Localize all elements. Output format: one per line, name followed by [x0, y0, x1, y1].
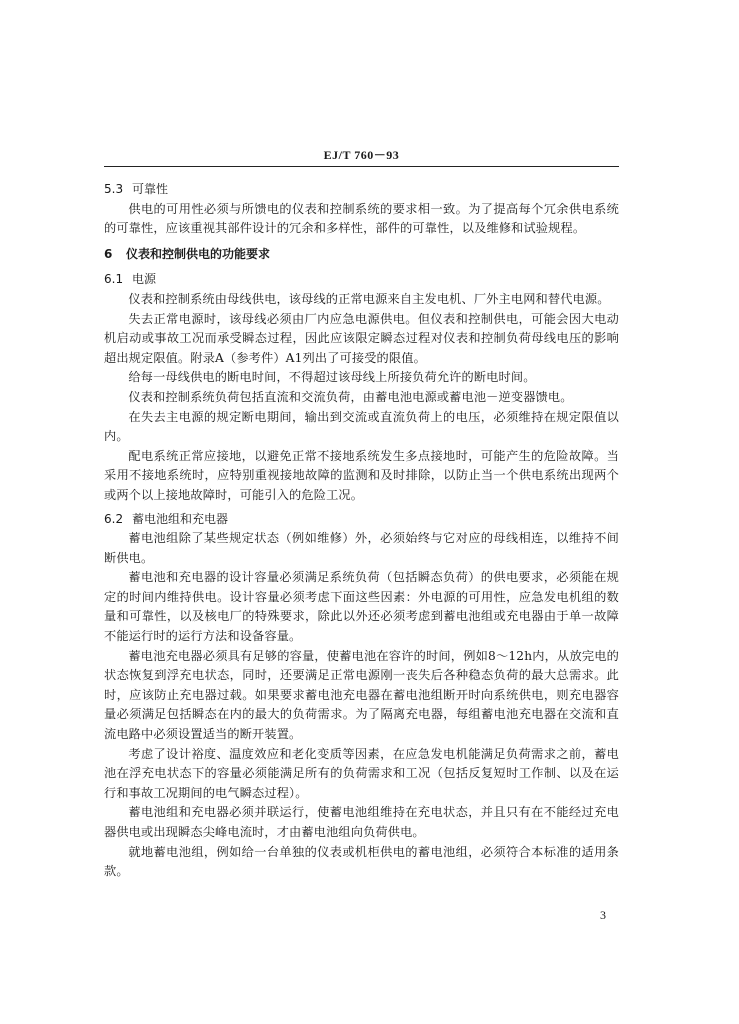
paragraph: 配电系统正常应接地，以避免正常不接地系统发生多点接地时，可能产生的危险故障。当采用不接地系统时，应特别重视接地故障的监测和及时排除，以防止当一个供电系统出现两个或两个以上接地故障时，可能引入的危险工况。 — [104, 448, 619, 502]
paragraph: 仪表和控制系统负荷包括直流和交流负荷，由蓄电池电源或蓄电池－逆变器馈电。 — [128, 389, 573, 404]
paragraph: 供电的可用性必须与所馈电的仪表和控制系统的要求相一致。为了提高每个冗余供电系统的可靠性，应该重视其部件设计的冗余和多样性，部件的可靠性，以及维修和试验规程。 — [104, 201, 619, 236]
paragraph: 蓄电池组和充电器必须并联运行，使蓄电池组维持在充电状态，并且只有在不能经过充电器供电或出现瞬态尖峰电流时，才由蓄电池组向负荷供电。 — [104, 805, 619, 839]
section-heading — [104, 180, 619, 200]
paragraph: 蓄电池组除了某些规定状态（例如维修）外，必须始终与它对应的母线相连，以维持不间断供电。 — [104, 531, 619, 565]
paragraph: 在失去主电源的规定断电期间，输出到交流或直流负荷上的电压，必须维持在规定限值以内。 — [104, 409, 619, 444]
section-number: 6.2 — [104, 511, 124, 526]
page-number: 3 — [600, 908, 606, 922]
paragraph: 就地蓄电池组，例如给一台单独的仪表或机柜供电的蓄电池组，必须符合本标准的适用条款。 — [104, 844, 619, 879]
chapter-title: 仪表和控制供电的功能要求 — [126, 246, 271, 261]
section-6-1 — [104, 270, 619, 505]
section-title: 可靠性 — [132, 182, 169, 196]
section-6-2 — [104, 510, 619, 882]
standard-code-header: EJ/T 760－93 — [323, 148, 400, 162]
paragraph: 失去正常电源时，该母线必须由厂内应急电源供电。但仪表和控制供电，可能会因大电动机启动或事故工况而承受瞬态过程，因此应该限定瞬态过程对仪表和控制负荷母线电压的影响超出规定限值。附录A（参考件）A1列出了可接受的限值。 — [104, 311, 619, 365]
header-divider — [104, 166, 619, 167]
chapter-heading — [104, 245, 619, 265]
section-title: 蓄电池组和充电器 — [132, 511, 229, 526]
paragraph: 考虑了设计裕度、温度效应和老化变质等因素，在应急发电机能满足负荷需求之前，蓄电池在浮充电状态下的容量必须能满足所有的负荷需求和工况（包括反复短时工作制、以及在运行和事故工况期间的电气瞬态过程）。 — [104, 746, 619, 800]
paragraph: 蓄电池充电器必须具有足够的容量，使蓄电池在容许的时间，例如8～12h内，从放完电的状态恢复到浮充电状态，同时，还要满足正常电源刚一丧失后各种稳态负荷的最大总需求。此时，应该防止充电器过载。如果要求蓄电池充电器在蓄电池组断开时向系统供电，则充电器容量必须满足包括瞬态在内的最大的负荷需求。为了隔离充电器，每组蓄电池充电器在交流和直流电路中必须设置适当的断开装置。 — [104, 648, 619, 742]
section-6 — [104, 245, 619, 265]
section-heading — [104, 270, 619, 290]
document-body — [104, 176, 619, 882]
section-5-3 — [104, 180, 619, 239]
chapter-number: 6 — [104, 246, 113, 261]
paragraph: 蓄电池和充电器的设计容量必须满足系统负荷（包括瞬态负荷）的供电要求，必须能在规定的时间内维持供电。设计容量必须考虑下面这些因素：外电源的可用性，应急发电机组的数量和可靠性，以及核电厂的特殊要求，除此以外还必须考虑到蓄电池组或充电器由于单一故障不能运行时的运行方法和设备容量。 — [104, 570, 619, 644]
paragraph: 仪表和控制系统由母线供电，该母线的正常电源来自主发电机、厂外主电网和替代电源。 — [128, 291, 610, 306]
paragraph: 给每一母线供电的断电时间，不得超过该母线上所接负荷允许的断电时间。 — [128, 370, 536, 385]
section-title: 电源 — [132, 272, 157, 287]
section-number: 5.3 — [104, 182, 124, 196]
section-heading — [104, 510, 619, 530]
section-number: 6.1 — [104, 272, 124, 287]
